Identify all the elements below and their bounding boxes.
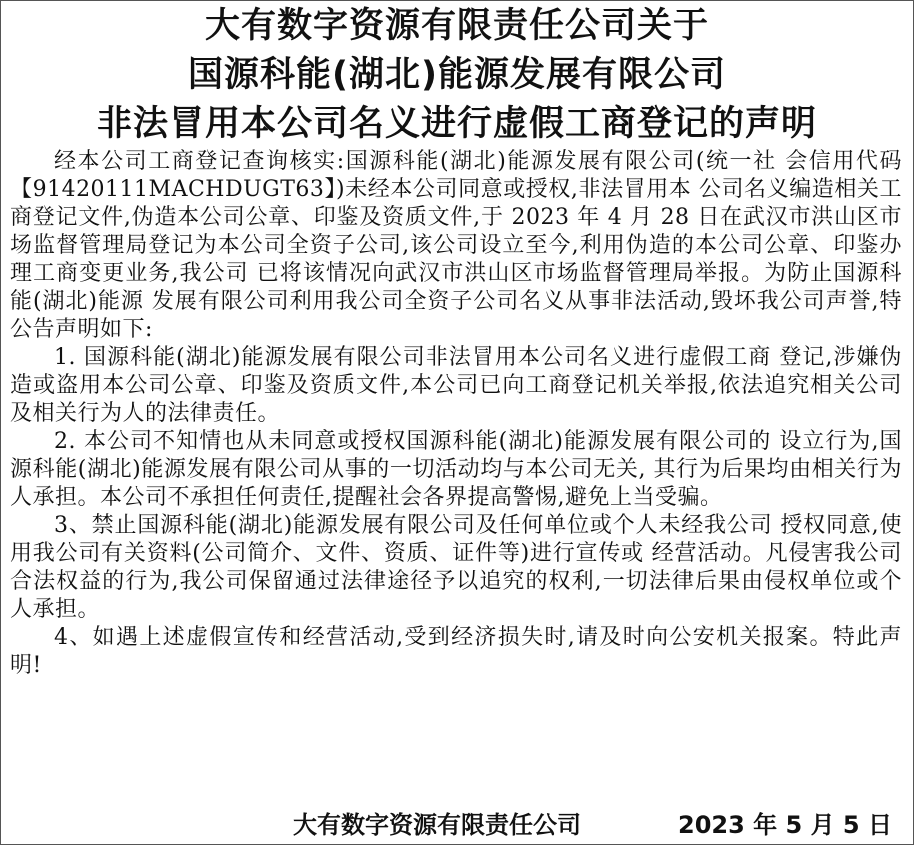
item-2-paragraph: 2. 本公司不知情也从未同意或授权国源科能(湖北)能源发展有限公司的 设立行为,国源科能(湖北)能源发展有限公司从事的一切活动均与本公司无关, 其行为后果均由相关行为人承担。本公司不承担任何责任,提醒社会各界提高警惕,避免上当受骗。	[10, 429, 902, 510]
title-line-3: 非法冒用本公司名义进行虚假工商登记的声明	[96, 104, 817, 144]
intro-paragraph: 经本公司工商登记查询核实:国源科能(湖北)能源发展有限公司(统一社 会信用代码【91420111MACHDUGT63】)未经本公司同意或授权,非法冒用本 公司名义编造相关工商登记文件,伪造本公司公章、印鉴及资质文件,于 2023 年 4 月 28 日在武汉市洪山区市场监督管理局登记为本公司全资子公司,该公司设立至今,利用伪造的本公司公章、印鉴办理工商变更业务,我公司 已将该情况向武汉市洪山区市场监督管理局举报。为防止国源科能(湖北)能源 发展有限公司利用我公司全资子公司名义从事非法活动,毁坏我公司声誉,特公告声明如下:	[10, 149, 902, 342]
item-1-paragraph: 1. 国源科能(湖北)能源发展有限公司非法冒用本公司名义进行虚假工商 登记,涉嫌伪造或盗用本公司公章、印鉴及资质文件,本公司已向工商登记机关举报,依法追究相关公司及相关行为人的法律责任。	[10, 345, 902, 426]
item-4-paragraph: 4、如遇上述虚假宣传和经营活动,受到经济损失时,请及时向公安机关报案。特此声明!	[10, 625, 902, 678]
signature-line	[0, 808, 900, 842]
notice-body	[10, 148, 902, 680]
item-3-paragraph: 3、禁止国源科能(湖北)能源发展有限公司及任何单位或个人未经我公司 授权同意,使用我公司有关资料(公司简介、文件、资质、证件等)进行宣传或 经营活动。凡侵害我公司合法权益的行为,我公司保留通过法律途径予以追究的权利,一切法律后果由侵权单位或个人承担。	[10, 513, 902, 622]
title-line-2: 国源科能(湖北)能源发展有限公司	[188, 55, 726, 95]
signature-date: 2023 年 5 月 5 日	[678, 811, 892, 839]
notice-title	[0, 2, 914, 149]
title-line-1: 大有数字资源有限责任公司关于	[204, 6, 709, 46]
signature-company: 大有数字资源有限责任公司	[293, 811, 581, 839]
